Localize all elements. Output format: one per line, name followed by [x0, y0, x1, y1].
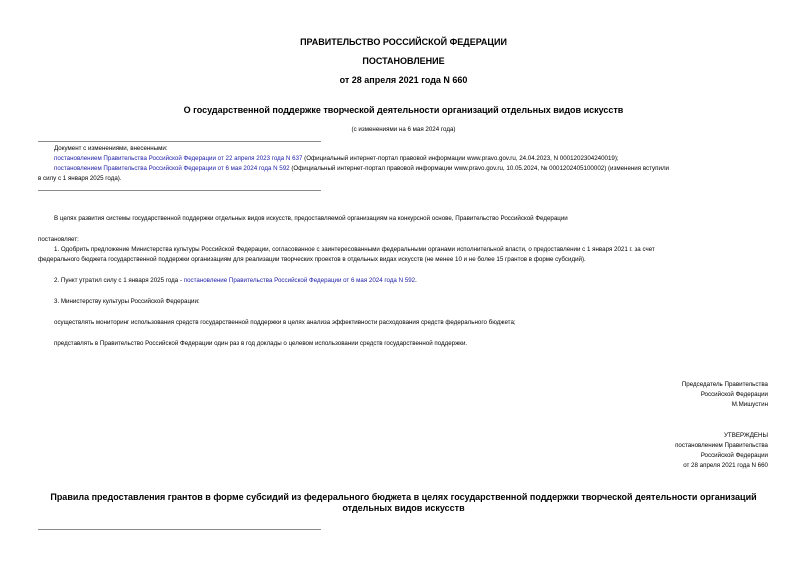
paragraph-3a: осуществлять мониторинг использования средств государственной поддержки в целях анализа эффективности расходования средств федерального бюджета; [54, 319, 516, 326]
document-title: О государственной поддержке творческой деятельности организаций отдельных видов искусств [183, 105, 624, 115]
paragraph-2-text: 2. Пункт утратил силу с 1 января 2025 года - [54, 277, 184, 284]
paragraph-1-line-1: 1. Одобрить предложение Министерства культуры Российской Федерации, согласованное с заинтересованными федеральными органами исполнительной власти, о предоставлении с 1 января 2021 г. за счет [54, 246, 655, 253]
signature-name: М.Мишустин [731, 401, 768, 408]
changes-item-1 [54, 154, 619, 165]
document-date-number: от 28 апреля 2021 года N 660 [339, 75, 468, 85]
signature-position: Председатель Правительства [681, 381, 768, 388]
changes-item-2-source: (Официальный интернет-портал правовой информации www.pravo.gov.ru, 10.05.2024, № 0001202405100002) (изменения вступили [289, 165, 670, 172]
signature-body: Российской Федерации [700, 391, 768, 398]
approved-label: УТВЕРЖДЕНЫ [724, 432, 768, 439]
amendment-link-637[interactable]: постановлением Правительства Российской Федерации от 22 апреля 2023 года N 637 [54, 155, 303, 162]
issuer-heading: ПРАВИТЕЛЬСТВО РОССИЙСКОЙ ФЕДЕРАЦИИ [300, 37, 507, 47]
changes-item-1-source: (Официальный интернет-портал правовой информации www.pravo.gov.ru, 24.04.2023, N 0001202304240019); [302, 155, 619, 162]
approved-body: Российской Федерации [700, 452, 768, 459]
revision-note: (с изменениями на 6 мая 2024 года) [351, 126, 456, 133]
paragraph-1-line-2: федерального бюджета государственной поддержки организациям для реализации творческих проектов в отдельных видах искусств (не менее 10 и не более 15 грантов в форме субсидий). [38, 256, 586, 263]
rules-title-line-1: Правила предоставления грантов в форме субсидий из федерального бюджета в целях государственной поддержки творческой деятельности организаций [50, 492, 757, 502]
paragraph-3b: представлять в Правительство Российской Федерации один раз в год доклады о целевом использовании средств государственной поддержки. [54, 340, 468, 347]
repeal-link-592[interactable]: постановление Правительства Российской Федерации от 6 мая 2024 года N 592 [183, 277, 416, 284]
document-type: ПОСТАНОВЛЕНИЕ [362, 56, 445, 66]
divider-top [38, 141, 321, 142]
changes-item-2 [54, 164, 669, 175]
divider-bottom [38, 190, 321, 191]
approved-date-number: от 28 апреля 2021 года N 660 [683, 462, 768, 469]
changes-item-2-continued: в силу с 1 января 2025 года). [38, 175, 122, 182]
decrees-word: постановляет: [38, 236, 79, 243]
paragraph-3: 3. Министерству культуры Российской Федерации: [54, 298, 200, 305]
paragraph-2 [54, 276, 417, 287]
paragraph-2-end: . [415, 277, 417, 284]
rules-title-line-2: отдельных видов искусств [342, 503, 465, 513]
changes-intro: Документ с изменениями, внесенными: [54, 145, 168, 152]
amendment-link-592[interactable]: постановлением Правительства Российской Федерации от 6 мая 2024 года N 592 [54, 165, 290, 172]
divider-footnote [38, 529, 321, 530]
approved-by: постановлением Правительства [675, 442, 768, 449]
preamble: В целях развития системы государственной поддержки отдельных видов искусств, предоставляемой организациям на конкурсной основе, Правительство Российской Федерации [54, 215, 568, 222]
